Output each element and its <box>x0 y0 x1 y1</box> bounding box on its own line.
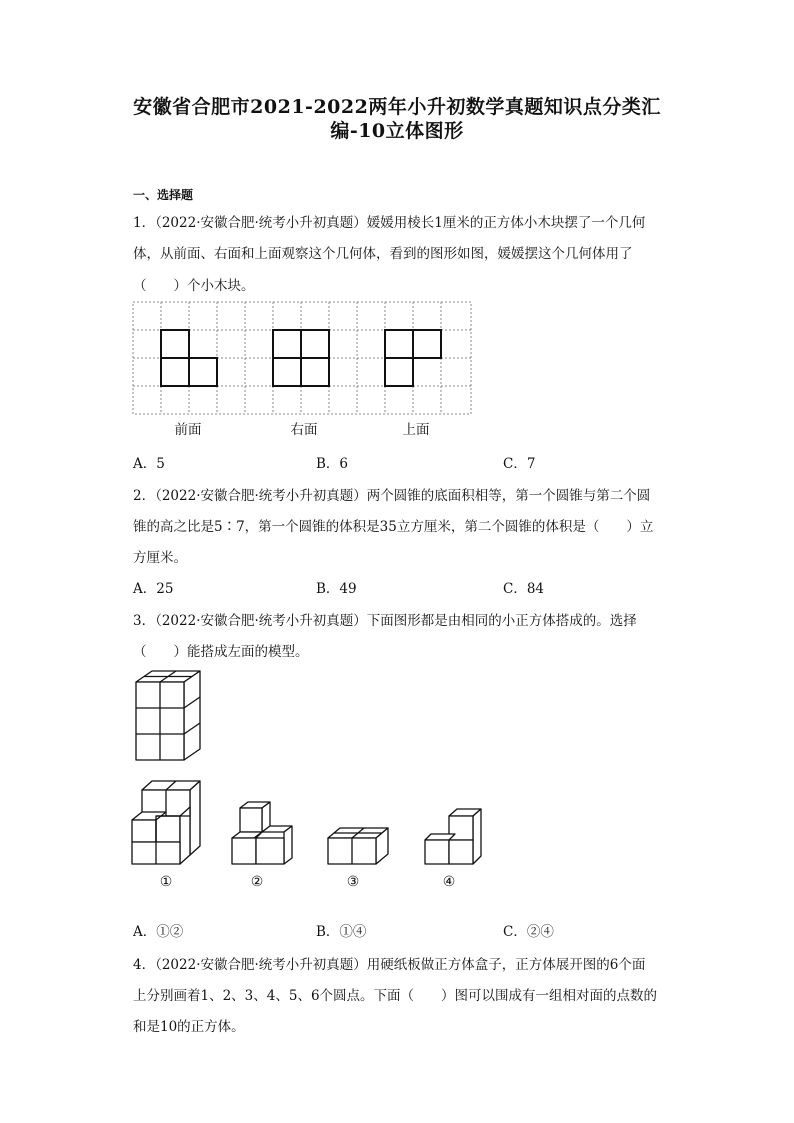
q3-option-b[interactable]: B．①④ <box>316 924 367 940</box>
q3-option-a[interactable]: A．①② <box>133 924 184 940</box>
q3-figure-4 <box>423 806 489 870</box>
q2-text-line-3: 方厘米。 <box>133 550 187 566</box>
q3-target-model <box>130 668 210 768</box>
right-view-label: 右面 <box>290 422 318 438</box>
q3-text-line-2: （ ）能搭成左面的模型。 <box>133 644 309 660</box>
q1-text-line-1: 1．（2022·安徽合肥·统考小升初真题）媛媛用棱长1厘米的正方体小木块摆了一个几何 <box>133 215 646 231</box>
q4-text-line-3: 和是10的正方体。 <box>133 1019 245 1035</box>
q4-text-line-2: 上分别画着1、2、3、4、5、6个圆点。下面（ ）图可以围成有一组相对面的点数的 <box>133 988 658 1004</box>
top-view-shape <box>385 330 441 386</box>
top-view-label: 上面 <box>402 422 430 438</box>
q1-option-b[interactable]: B．6 <box>316 456 349 472</box>
q3-figure-3 <box>326 826 406 870</box>
document-title-line-1: 安徽省合肥市2021-2022两年小升初数学真题知识点分类汇 <box>133 96 661 118</box>
q1-option-c[interactable]: C．7 <box>503 456 536 472</box>
q2-option-c[interactable]: C．84 <box>503 581 545 597</box>
right-view-shape <box>273 330 329 386</box>
q2-text-line-2: 锥的高之比是5∶7，第一个圆锥的体积是35立方厘米，第二个圆锥的体积是（ ）立 <box>133 519 654 535</box>
q3-figure-1 <box>128 776 204 870</box>
q2-option-b[interactable]: B．49 <box>316 581 357 597</box>
front-view-shape <box>161 330 217 386</box>
q2-option-a[interactable]: A．25 <box>133 581 174 597</box>
q3-figure-4-label: ④ <box>442 874 456 890</box>
section-heading: 一、选择题 <box>133 188 194 202</box>
q1-text-line-3: （ ）个小木块。 <box>133 278 255 294</box>
q1-views-grid <box>132 301 474 417</box>
q2-text-line-1: 2．（2022·安徽合肥·统考小升初真题）两个圆锥的底面积相等，第一个圆锥与第二个圆 <box>133 488 651 504</box>
front-view-label: 前面 <box>174 422 202 438</box>
q3-option-c[interactable]: C．②④ <box>503 924 554 940</box>
q3-text-line-1: 3．（2022·安徽合肥·统考小升初真题）下面图形都是由相同的小正方体搭成的。选择 <box>133 613 637 629</box>
q3-figure-2 <box>228 800 298 870</box>
q3-figure-2-label: ② <box>250 874 264 890</box>
q1-option-a[interactable]: A．5 <box>133 456 165 472</box>
q3-figure-1-label: ① <box>159 874 173 890</box>
q4-text-line-1: 4．（2022·安徽合肥·统考小升初真题）用硬纸板做正方体盒子，正方体展开图的6个面 <box>133 957 646 973</box>
q3-figure-3-label: ③ <box>346 874 360 890</box>
q1-text-line-2: 体，从前面、右面和上面观察这个几何体，看到的图形如图，媛媛摆这个几何体用了 <box>133 246 633 262</box>
document-title-line-2: 编-10立体图形 <box>330 120 464 142</box>
